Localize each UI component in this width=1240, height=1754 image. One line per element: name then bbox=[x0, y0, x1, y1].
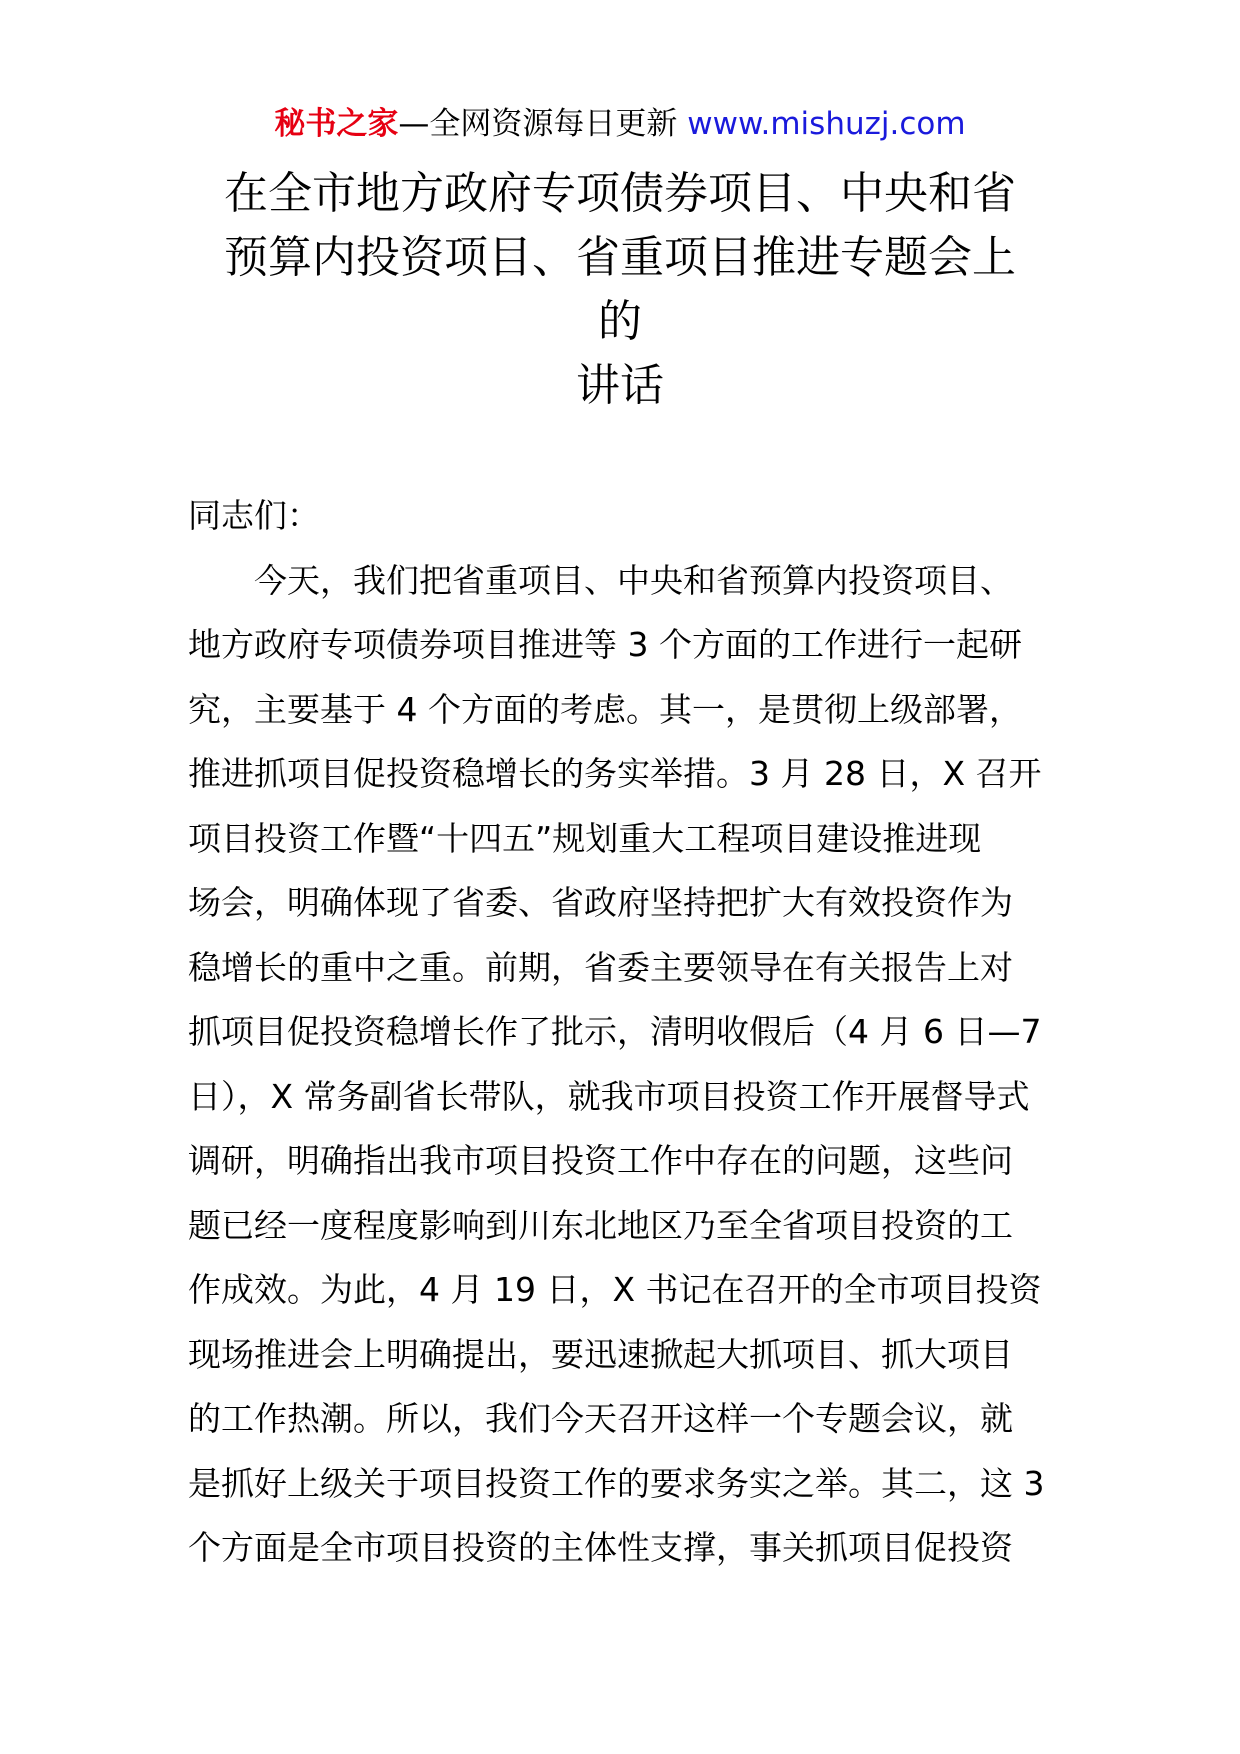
title-line: 的 bbox=[598, 296, 642, 347]
paragraph-line: 项目投资工作暨“十四五”规划重大工程项目建设推进现 bbox=[188, 818, 982, 858]
paragraph-line: 是抓好上级关于项目投资工作的要求务实之举。其二，这 3 bbox=[188, 1463, 1045, 1503]
salutation: 同志们： bbox=[188, 496, 320, 535]
title-line: 预算内投资项目、省重项目推进专题会上 bbox=[224, 232, 1016, 283]
paragraph-line: 现场推进会上明确提出，要迅速掀起大抓项目、抓大项目 bbox=[188, 1334, 1013, 1374]
paragraph-line: 稳增长的重中之重。前期，省委主要领导在有关报告上对 bbox=[188, 947, 1013, 987]
paragraph-line: 推进抓项目促投资稳增长的务实举措。3 月 28 日，X 召开 bbox=[188, 754, 1042, 793]
banner-tagline: —全网资源每日更新 bbox=[398, 106, 678, 142]
paragraph-line: 今天，我们把省重项目、中央和省预算内投资项目、 bbox=[254, 560, 1013, 600]
paragraph-line: 的工作热潮。所以，我们今天召开这样一个专题会议，就 bbox=[188, 1399, 1013, 1438]
paragraph-line: 调研，明确指出我市项目投资工作中存在的问题，这些问 bbox=[188, 1141, 1013, 1180]
paragraph-line: 场会，明确体现了省委、省政府坚持把扩大有效投资作为 bbox=[188, 883, 1013, 922]
brand-name: 秘书之家 bbox=[274, 106, 399, 142]
paragraph-line: 地方政府专项债券项目推进等 3 个方面的工作进行一起研 bbox=[188, 625, 1022, 664]
title-line: 在全市地方政府专项债券项目、中央和省 bbox=[224, 168, 1016, 219]
paragraph-line: 作成效。为此，4 月 19 日，X 书记在召开的全市项目投资 bbox=[188, 1270, 1042, 1309]
paragraph-line: 个方面是全市项目投资的主体性支撑，事关抓项目促投资 bbox=[188, 1528, 1013, 1567]
document-title bbox=[190, 162, 1050, 418]
title-line: 讲话 bbox=[576, 360, 664, 411]
document-body bbox=[188, 484, 1054, 1581]
paragraph-line: 日），X 常务副省长带队，就我市项目投资工作开展督导式 bbox=[188, 1076, 1030, 1116]
site-url-link[interactable]: www.mishuzj.com bbox=[687, 106, 966, 142]
paragraph-line: 抓项目促投资稳增长作了批示，清明收假后（4 月 6 日—7 bbox=[188, 1012, 1042, 1051]
paragraph-line: 题已经一度程度影响到川东北地区乃至全省项目投资的工 bbox=[188, 1205, 1013, 1245]
body-paragraph bbox=[188, 549, 1054, 1581]
site-banner bbox=[0, 102, 1240, 146]
paragraph-line: 究，主要基于 4 个方面的考虑。其一，是贯彻上级部署， bbox=[188, 689, 1022, 729]
